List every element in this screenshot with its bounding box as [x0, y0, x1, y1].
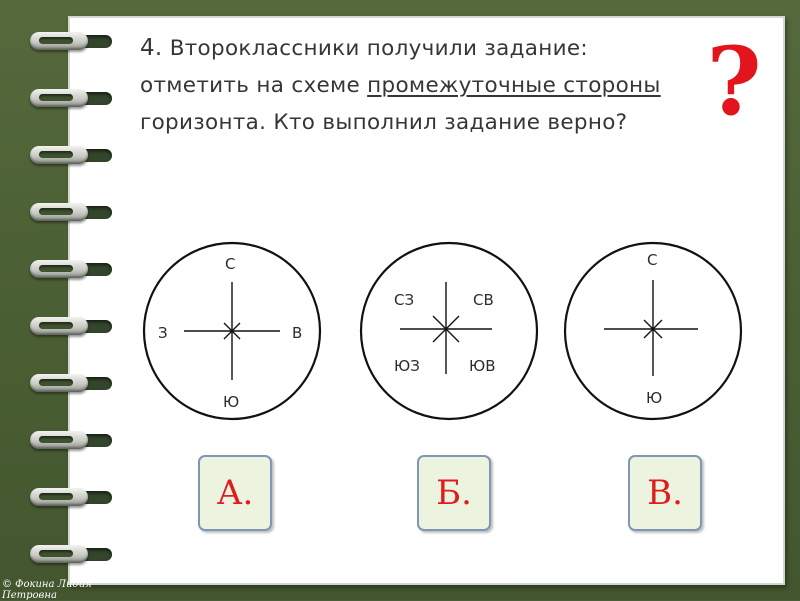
underlined-term: промежуточные стороны [367, 73, 661, 98]
author-credit: © Фокина Лидия Петровна [2, 579, 92, 601]
spiral-ring [30, 32, 112, 52]
label-north: С [647, 251, 658, 269]
answer-b-button[interactable]: Б. [417, 455, 491, 531]
answer-c-button[interactable]: В. [628, 455, 702, 531]
spiral-ring [30, 431, 112, 451]
compass-diagram-c [562, 240, 744, 422]
spiral-ring [30, 89, 112, 109]
question-text [140, 30, 780, 141]
label-southeast: ЮВ [469, 357, 496, 375]
question-line-1: 4. Второклассники получили задание: [140, 35, 588, 61]
label-south: Ю [223, 393, 240, 411]
spiral-ring [30, 317, 112, 337]
label-northeast: СВ [473, 291, 494, 309]
label-southwest: ЮЗ [394, 357, 420, 375]
answer-a-button[interactable]: А. [198, 455, 272, 531]
spiral-ring [30, 374, 112, 394]
label-south: Ю [646, 389, 663, 407]
question-number: 4. [140, 35, 163, 61]
question-line-3: горизонта. Кто выполнил задание верно? [140, 110, 628, 135]
spiral-ring [30, 545, 112, 565]
question-mark-icon: ? [706, 27, 762, 137]
question-line-2: отметить на схеме промежуточные стороны [140, 73, 661, 98]
label-north: С [225, 255, 236, 273]
spiral-ring [30, 146, 112, 166]
spiral-ring [30, 488, 112, 508]
spiral-ring [30, 203, 112, 223]
label-west: З [158, 324, 168, 342]
label-east: В [292, 324, 303, 342]
label-northwest: СЗ [394, 291, 415, 309]
compass-diagram-b [358, 240, 540, 422]
compass-diagram-a [141, 240, 323, 422]
spiral-ring [30, 260, 112, 280]
